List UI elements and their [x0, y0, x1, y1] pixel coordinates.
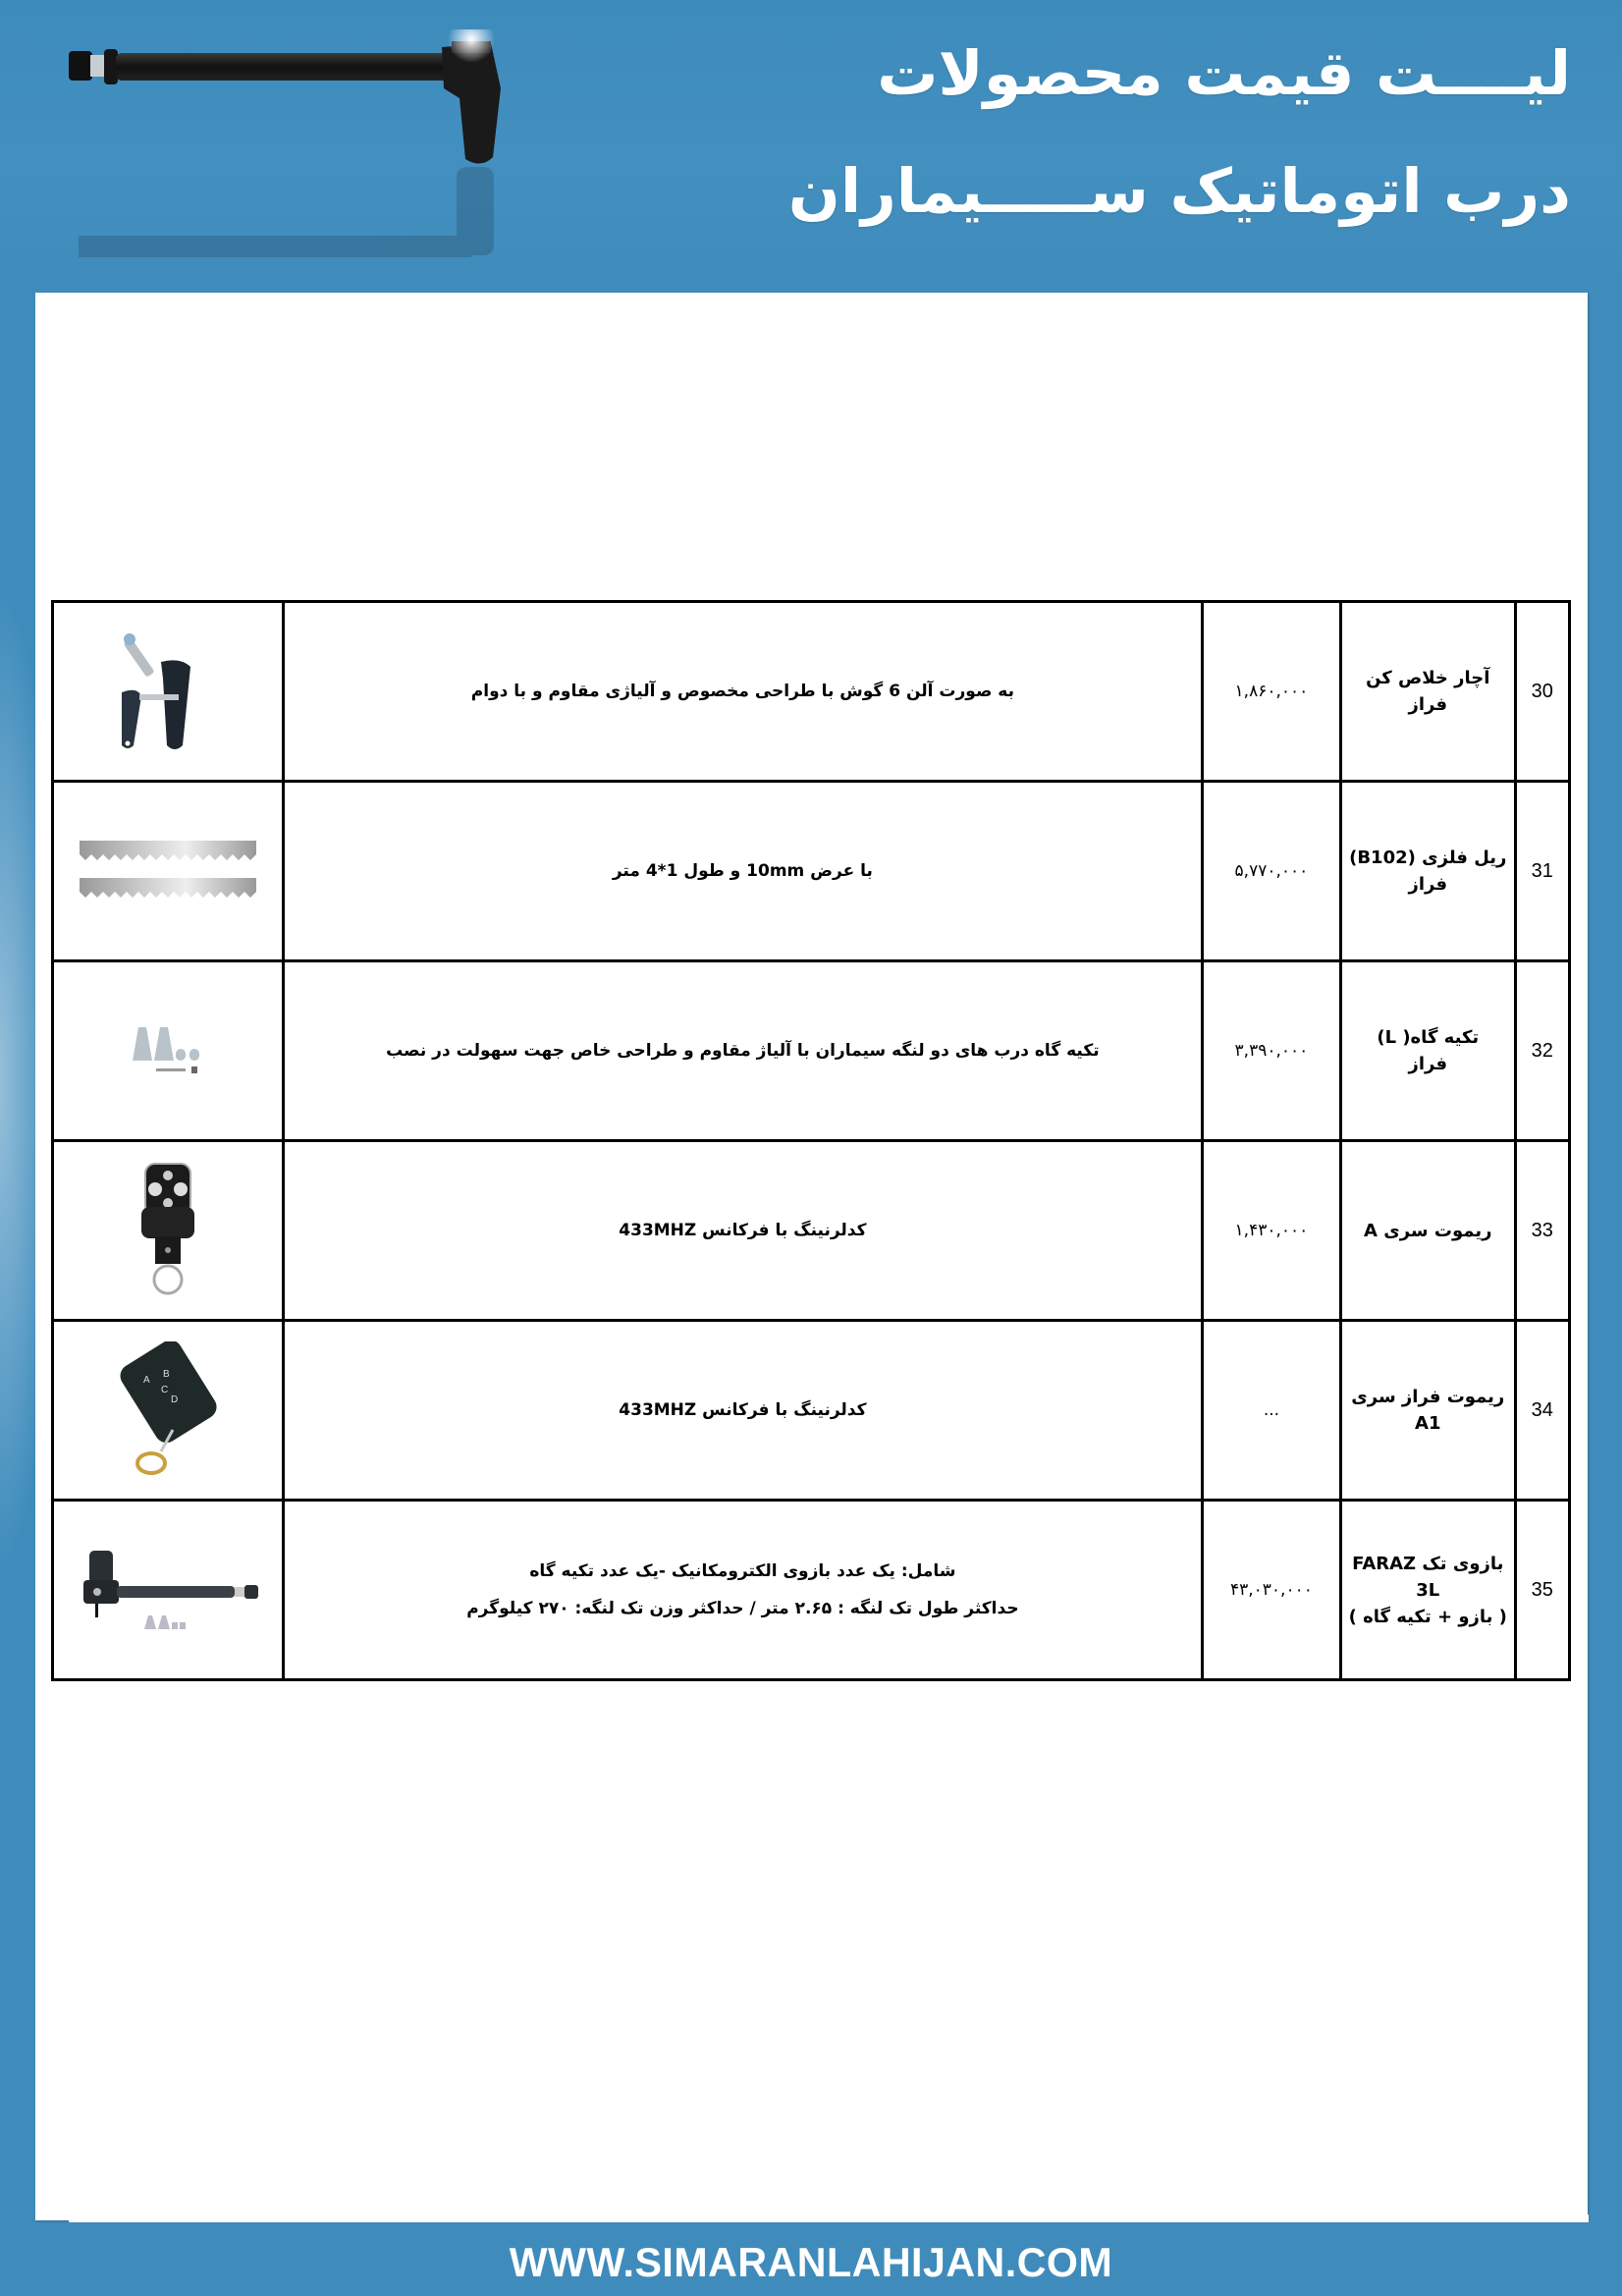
table-row — [53, 602, 1570, 782]
page-subtitle: درب اتوماتیک ســـــیماران — [787, 155, 1571, 227]
remote-control-icon — [54, 1162, 282, 1299]
product-name-cell — [1341, 961, 1515, 1141]
description-text: حداکثر طول تک لنگه : ۲.۶۵ متر / حداکثر وزن تک لنگه: ۲۷۰ کیلوگرم — [466, 1599, 1019, 1618]
website-url[interactable]: WWW.SIMARANLAHIJAN.COM — [509, 2239, 1113, 2285]
table-row — [53, 961, 1570, 1141]
row-number: 33 — [1531, 1219, 1553, 1241]
product-name-cell — [1341, 602, 1515, 782]
price-cell — [1202, 1321, 1340, 1501]
product-image-cell — [53, 961, 284, 1141]
price-cell — [1202, 961, 1340, 1141]
description-cell — [283, 1321, 1202, 1501]
description-cell — [283, 1501, 1202, 1680]
remote-abcd-icon — [54, 1341, 282, 1479]
row-number: 30 — [1531, 680, 1553, 702]
product-name: تکیه گاه( L) — [1377, 1027, 1480, 1048]
product-name: فراز — [1408, 874, 1448, 895]
description-text: به صورت آلن 6 گوش با طراحی مخصوص و آلیاژی مقاوم و با دوام — [470, 682, 1014, 701]
row-number: 34 — [1531, 1398, 1553, 1421]
description-cell — [283, 602, 1202, 782]
product-name-cell — [1341, 1141, 1515, 1321]
description-text: کدلرنینگ با فرکانس 433MHZ — [619, 1400, 867, 1420]
table-row — [53, 782, 1570, 961]
svg-text:B: B — [162, 1369, 170, 1380]
table-row — [53, 1321, 1570, 1501]
row-number-cell — [1515, 1141, 1570, 1321]
row-number: 32 — [1531, 1039, 1553, 1062]
row-number-cell — [1515, 961, 1570, 1141]
swing-gate-arm-icon — [54, 1531, 282, 1649]
price-value: ... — [1263, 1400, 1280, 1420]
gear-rack-icon — [54, 837, 282, 905]
row-number-cell — [1515, 1321, 1570, 1501]
description-cell — [283, 782, 1202, 961]
svg-text:D: D — [170, 1394, 179, 1405]
page-title: لیــــت قیمت محصولات — [877, 37, 1571, 109]
price-cell — [1202, 782, 1340, 961]
description-cell — [283, 1141, 1202, 1321]
description-cell — [283, 961, 1202, 1141]
description-text: شامل: یک عدد بازوی الکترومکانیک -یک عدد تکیه گاه — [529, 1561, 956, 1581]
svg-text:A: A — [142, 1375, 150, 1386]
description-text: کدلرنینگ با فرکانس 433MHZ — [619, 1221, 867, 1240]
price-cell — [1202, 1501, 1340, 1680]
product-name: فراز — [1408, 1054, 1448, 1074]
product-name: ریل فلزی (B102) — [1349, 847, 1507, 868]
price-value: ۱,۴۳۰,۰۰۰ — [1234, 1221, 1309, 1240]
row-number-cell — [1515, 782, 1570, 961]
row-number-cell — [1515, 1501, 1570, 1680]
product-name: ( بازو + تکیه گاه ) — [1348, 1606, 1507, 1627]
panel-edge — [69, 2214, 1589, 2222]
product-image-cell — [53, 1321, 284, 1501]
svg-text:C: C — [160, 1385, 169, 1395]
price-value: ۱,۸۶۰,۰۰۰ — [1234, 682, 1309, 701]
release-key-icon — [54, 628, 282, 755]
price-value: ۵,۷۷۰,۰۰۰ — [1234, 861, 1309, 881]
product-name: بازوی تک FARAZ 3L — [1352, 1553, 1504, 1601]
product-name-cell — [1341, 1321, 1515, 1501]
product-image-cell — [53, 782, 284, 961]
description-text: تکیه گاه درب های دو لنگه سیماران با آلیاژ مقاوم و طراحی خاص جهت سهولت در نصب — [386, 1041, 1100, 1061]
price-table — [51, 600, 1571, 1681]
row-number: 35 — [1531, 1578, 1553, 1601]
price-value: ۳,۳۹۰,۰۰۰ — [1234, 1041, 1309, 1061]
table-row — [53, 1141, 1570, 1321]
description-text: با عرض 10mm و طول 1*4 متر — [612, 861, 873, 881]
product-image-cell — [53, 1141, 284, 1321]
product-name-cell — [1341, 782, 1515, 961]
product-name: ریموت سری A — [1364, 1220, 1492, 1241]
product-name-cell — [1341, 1501, 1515, 1680]
product-name: ریموت فراز سری A1 — [1351, 1387, 1505, 1434]
product-image-cell — [53, 602, 284, 782]
table-row — [53, 1501, 1570, 1680]
price-cell — [1202, 602, 1340, 782]
mounting-bracket-icon — [54, 1021, 282, 1080]
row-number: 31 — [1531, 859, 1553, 882]
row-number-cell — [1515, 602, 1570, 782]
product-name: فراز — [1408, 694, 1448, 715]
linear-actuator-icon — [69, 29, 579, 275]
price-cell — [1202, 1141, 1340, 1321]
product-name: آچار خلاص کن — [1366, 668, 1490, 688]
price-value: ۴۳,۰۳۰,۰۰۰ — [1229, 1580, 1313, 1600]
product-image-cell — [53, 1501, 284, 1680]
